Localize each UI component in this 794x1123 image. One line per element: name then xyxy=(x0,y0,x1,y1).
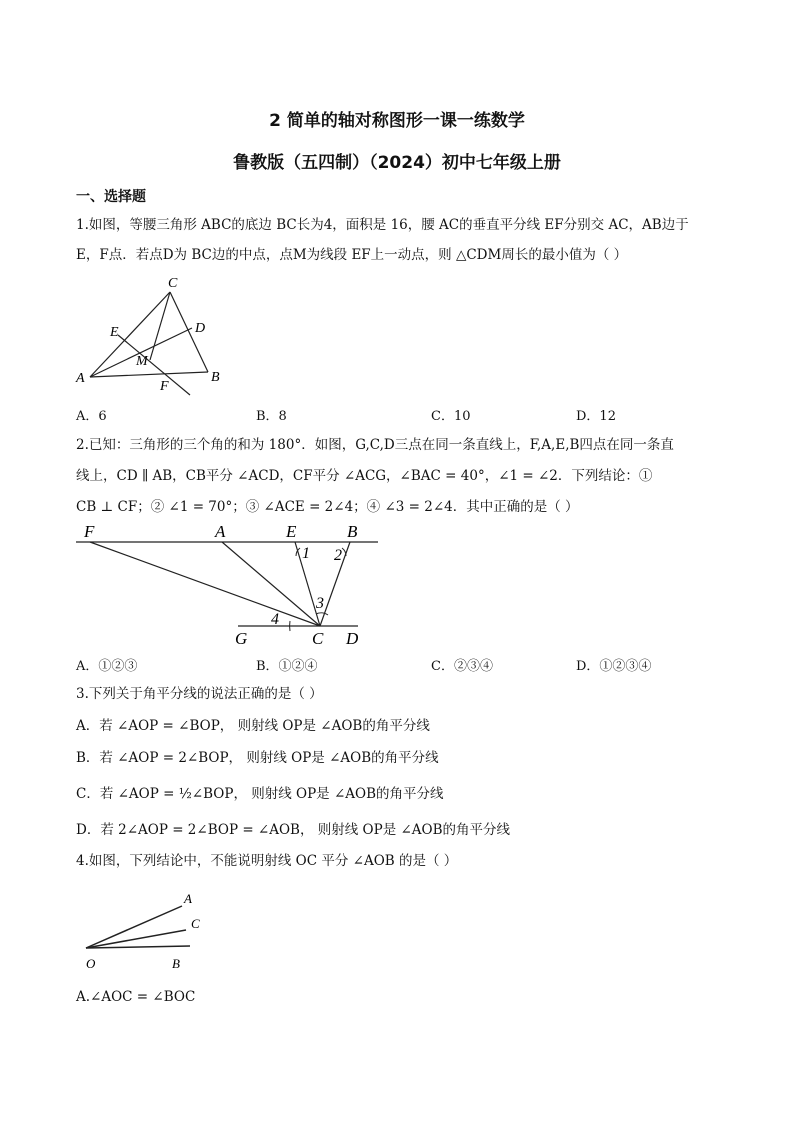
q3-option-a[interactable]: A．若 ∠AOP = ∠BOP， 则射线 OP是 ∠AOB的角平分线 xyxy=(76,718,430,734)
worksheet-subtitle: 鲁教版（五四制）（2024）初中七年级上册 xyxy=(233,153,561,173)
q4-option-a[interactable]: A.∠AOC = ∠BOC xyxy=(76,989,196,1005)
q1-label-e: E xyxy=(110,325,119,340)
q4-label-o: O xyxy=(86,956,96,971)
q2-parallel-lines-figure xyxy=(76,518,386,648)
q1-option-d[interactable]: D．12 xyxy=(576,409,616,424)
q3-option-d[interactable]: D．若 2∠AOP = 2∠BOP = ∠AOB， 则射线 OP是 ∠AOB的角平分线 xyxy=(76,822,511,838)
q4-stem: 4.如图，下列结论中，不能说明射线 OC 平分 ∠AOB 的是（ ） xyxy=(76,853,458,869)
q4-angle-figure xyxy=(76,882,216,972)
q1-stem-line-1: 1.如图，等腰三角形 ABC的底边 BC长为4，面积是 16，腰 AC的垂直平分线 EF分别交 AC，AB边于 xyxy=(76,217,689,233)
q2-angle-4: 4 xyxy=(271,611,279,628)
q1-label-b: B xyxy=(211,370,220,385)
q1-option-a[interactable]: A．6 xyxy=(76,409,107,424)
q1-label-f: F xyxy=(160,379,169,394)
q3-option-b[interactable]: B．若 ∠AOP = 2∠BOP， 则射线 OP是 ∠AOB的角平分线 xyxy=(76,750,439,766)
q1-label-m: M xyxy=(136,354,148,369)
worksheet-title: 2 简单的轴对称图形一课一练数学 xyxy=(269,111,525,131)
q2-angle-2: 2 xyxy=(334,547,342,564)
q2-option-a[interactable]: A．①②③ xyxy=(76,659,138,674)
q2-option-b[interactable]: B．①②④ xyxy=(256,659,318,674)
q1-stem-line-2: E，F点．若点D为 BC边的中点，点M为线段 EF上一动点，则 △CDM周长的最小值为（ ） xyxy=(76,247,628,263)
q1-label-a: A xyxy=(76,371,85,386)
q2-angle-1: 1 xyxy=(302,545,310,562)
q2-label-b: B xyxy=(347,522,358,541)
q2-label-f: F xyxy=(84,522,95,541)
q2-stem-line-1: 2.已知：三角形的三个角的和为 180°．如图，G,C,D三点在同一条直线上，F,A,E,B四点在同一条直 xyxy=(76,437,674,453)
q1-triangle-figure xyxy=(70,270,240,400)
q2-stem-line-3: CB ⊥ CF；② ∠1 = 70°；③ ∠ACE = 2∠4；④ ∠3 = 2∠4．其中正确的是（ ） xyxy=(76,499,579,515)
section-heading: 一、选择题 xyxy=(76,189,146,205)
q4-label-c: C xyxy=(191,916,200,931)
q1-label-c: C xyxy=(168,276,178,291)
q4-label-b: B xyxy=(172,956,180,971)
q4-label-a: A xyxy=(184,891,192,906)
q2-option-c[interactable]: C．②③④ xyxy=(431,659,493,674)
q1-option-b[interactable]: B．8 xyxy=(256,409,287,424)
q1-option-c[interactable]: C．10 xyxy=(431,409,471,424)
q2-label-g: G xyxy=(235,629,248,648)
q2-option-d[interactable]: D．①②③④ xyxy=(576,659,652,674)
q2-stem-line-2: 线上，CD ∥ AB，CB平分 ∠ACD，CF平分 ∠ACG，∠BAC = 40°，∠1 = ∠2．下列结论：① xyxy=(76,468,653,484)
q2-label-e: E xyxy=(286,522,297,541)
q2-angle-3: 3 xyxy=(316,595,324,612)
q3-option-c[interactable]: C．若 ∠AOP = ½∠BOP， 则射线 OP是 ∠AOB的角平分线 xyxy=(76,786,444,802)
q1-label-d: D xyxy=(195,321,206,336)
q2-label-c: C xyxy=(312,629,324,648)
q2-label-d: D xyxy=(346,629,359,648)
q2-label-a: A xyxy=(215,522,226,541)
q3-stem: 3.下列关于角平分线的说法正确的是（ ） xyxy=(76,686,323,702)
